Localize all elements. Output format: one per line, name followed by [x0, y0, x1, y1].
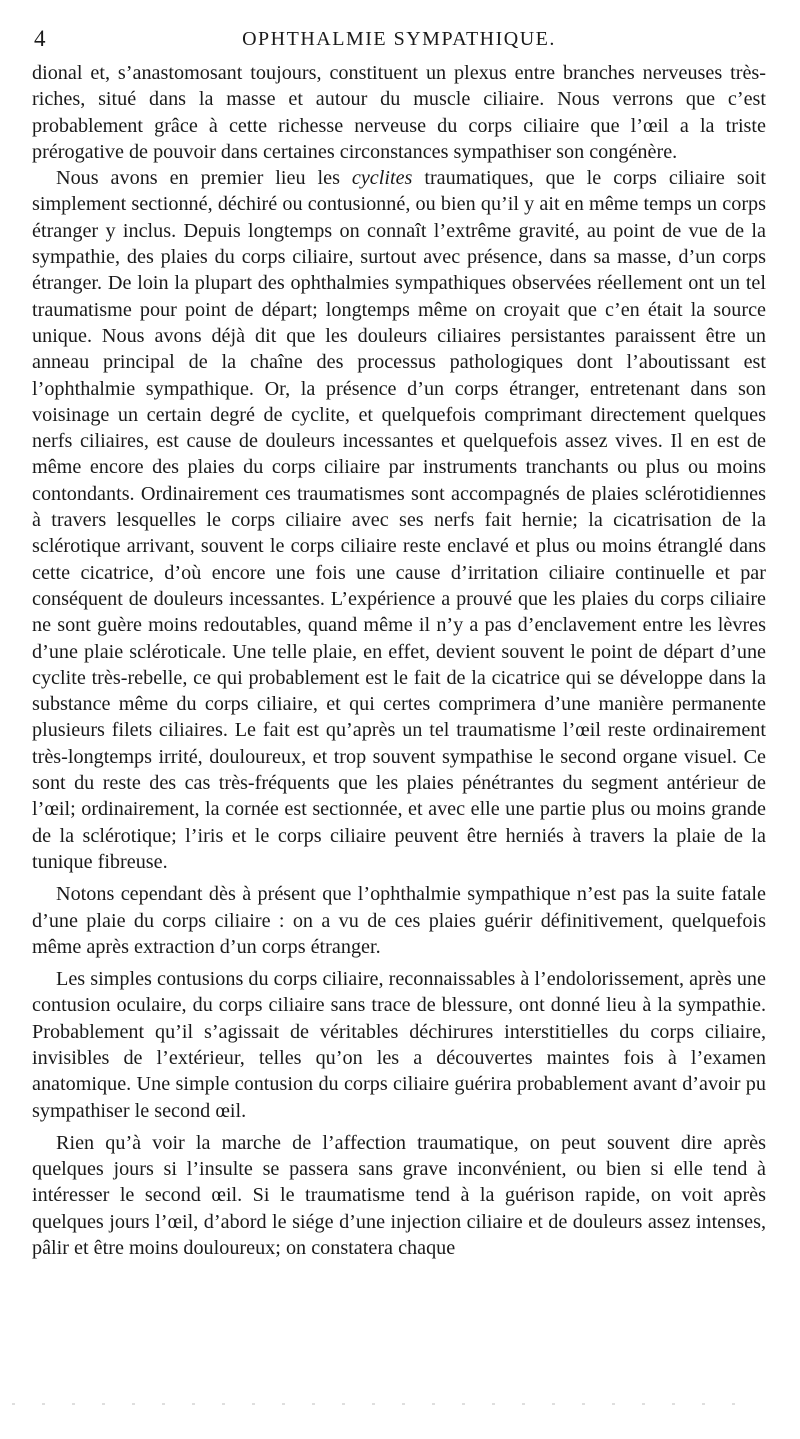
- paragraph-1: [32, 60, 766, 165]
- italic-term: cyclites: [351, 167, 413, 190]
- bottom-scan-artifact: [12, 1403, 742, 1405]
- paragraph-text: Notons cependant dès à présent que l’ophthalmie sympathique n’est pas la suite fatale d’une plaie du corps ciliaire : on a vu de ces plaies guérir définitivement, quelquefois même après extraction d’un corps étranger.: [32, 883, 766, 958]
- page-number: 4: [34, 26, 46, 51]
- paragraph-text: Les simples contusions du corps ciliaire, reconnaissables à l’endolorissement, après une contusion oculaire, du corps ciliaire sans trace de blessure, ont donné lieu à la sympathie. Probablement qu’il s’agissait de véritables déchirures interstitielles du corps ciliaire, invisibles de l’extérieur, telles qu’on les a découvertes maintes fois à l’examen anatomique. Une simple contusion du corps ciliaire guérira probablement avant d’avoir pu sympathiser le second œil.: [32, 968, 766, 1122]
- body-text: [32, 60, 766, 1261]
- paragraph-text: Nous avons en premier lieu les: [56, 167, 352, 190]
- paragraph-text: dional et, s’anastomosant toujours, constituent un plexus entre branches nerveuses très-riches, situé dans la masse et autour du muscle ciliaire. Nous verrons que c’est probablement grâce à cette richesse nerveuse du corps ciliaire que l’œil a la triste prérogative de pouvoir dans certaines circonstances sympathiser son congénère.: [32, 62, 766, 163]
- running-head: OPHTHALMIE SYMPATHIQUE.: [242, 28, 556, 50]
- paragraph-text: Rien qu’à voir la marche de l’affection traumatique, on peut souvent dire après quelques jours si l’insulte se passera sans grave inconvénient, ou bien si elle tend à intéresser le second œil. Si le traumatisme tend à la guérison rapide, on voit après quelques jours l’œil, d’abord le siége d’une injection ciliaire et de douleurs assez intenses, pâlir et être moins douloureux; on constatera chaque: [32, 1131, 766, 1260]
- paragraph-text: traumatiques, que le corps ciliaire soit simplement sectionné, déchiré ou contusionné, ou bien qu’il y ait en même temps un corps étranger y inclus. Depuis longtemps on connaît l’extrême gravité, au point de vue de la sympathie, des plaies du corps ciliaire, surtout avec présence, dans sa masse, d’un corps étranger. De loin la plupart des ophthalmies sympathiques observées réellement ont un tel traumatisme pour point de départ; longtemps même on croyait que c’en était la source unique. Nous avons déjà dit que les douleurs ciliaires persistantes paraissent être un anneau principal de la chaîne des processus pathologiques dont l’aboutissant est l’ophthalmie sympathique. Or, la présence d’un corps étranger, entretenant dans son voisinage un certain degré de cyclite, et quelquefois comprimant directement quelques nerfs ciliaires, est cause de douleurs incessantes et quelquefois assez vives. Il en est de même encore des plaies du corps ciliaire par instruments tranchants ou plus ou moins contondants. Ordinairement ces traumatismes sont accompagnés de plaies sclérotidiennes à travers lesquelles le corps ciliaire avec ses nerfs fait hernie; la cicatrisation de la sclérotique arrivant, souvent le corps ciliaire reste enclavé et plus ou moins étranglé dans cette cicatrice, d’où encore une fois une cause d’irritation ciliaire continuelle et par conséquent de douleurs incessantes. L’expérience a prouvé que les plaies du corps ciliaire ne sont guère moins redoutables, quand même il n’y a pas d’enclavement entre les lèvres d’une plaie scléroticale. Une telle plaie, en effet, devient souvent le point de départ d’une cyclite très-rebelle, ce qui probablement est le fait de la cicatrice qui se développe dans la substance même du corps ciliaire, et qui certes comprimera d’une manière permanente plusieurs filets ciliaires. Le fait est qu’après un tel traumatisme l’œil reste ordinairement très-longtemps irrité, douloureux, et trop souvent sympathise le second organe visuel. Ce sont du reste des cas très-fréquents que les plaies pénétrantes du segment antérieur de l’œil; ordinairement, la cornée est sectionnée, et avec elle une partie plus ou moins grande de la sclérotique; l’iris et le corps ciliaire peuvent être herniés à travers la plaie de la tunique fibreuse.: [32, 167, 766, 873]
- book-page: [32, 22, 766, 1417]
- paragraph-3: [32, 881, 766, 960]
- paragraph-5: [32, 1130, 766, 1261]
- page-header: [32, 22, 766, 56]
- paragraph-4: [32, 966, 766, 1124]
- paragraph-2: [32, 165, 766, 875]
